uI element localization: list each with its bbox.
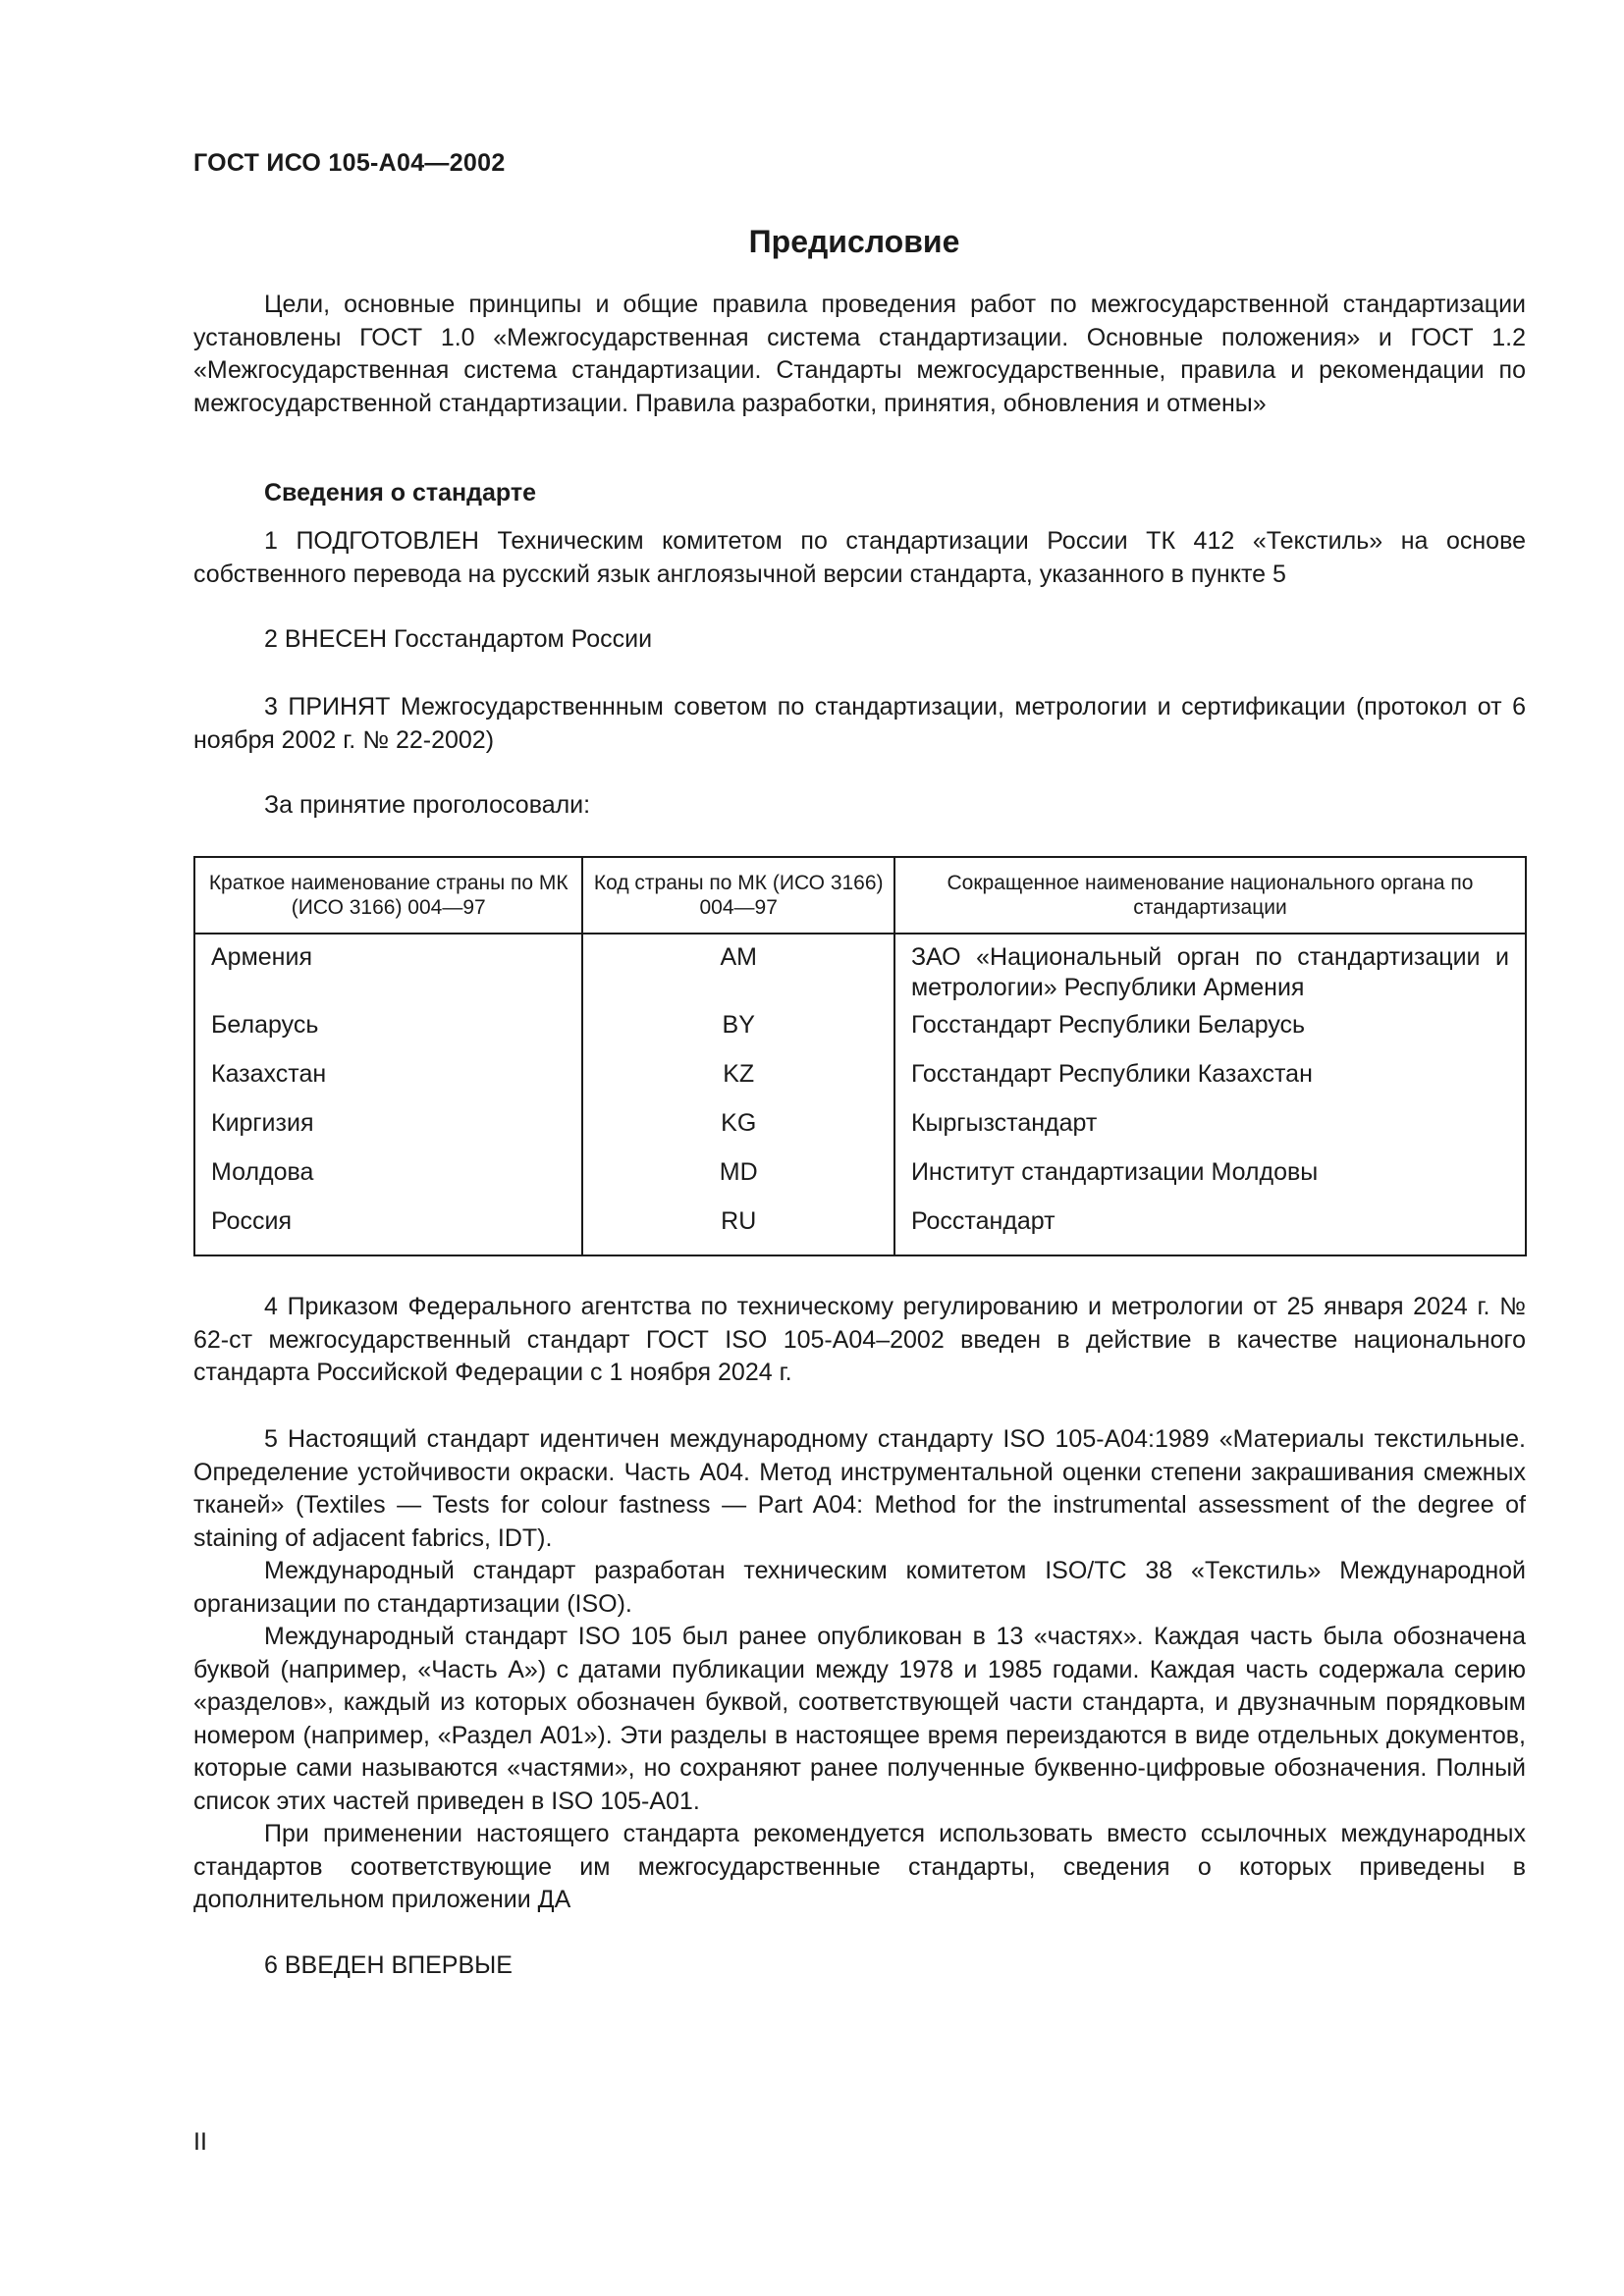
cell-org: Госстандарт Республики Казахстан [894, 1059, 1526, 1108]
header-org: Сокращенное наименование национального органа по стандартизации [894, 857, 1526, 934]
item-1: 1 ПОДГОТОВЛЕН Техническим комитетом по стандартизации России ТК 412 «Текстиль» на основе собственного перевода на русский язык англоязычной версии стандарта, указанного в пункте 5 [193, 527, 1526, 588]
cell-country: Беларусь [194, 1010, 582, 1059]
cell-org: Росстандарт [894, 1206, 1526, 1255]
cell-org: Госстандарт Республики Беларусь [894, 1010, 1526, 1059]
cell-code: MD [582, 1157, 893, 1206]
item-4-block [193, 1291, 1526, 1390]
cell-code: KG [582, 1108, 893, 1157]
item-2: 2 ВНЕСЕН Госстандартом России [264, 625, 653, 653]
info-heading: Сведения о стандарте [264, 479, 537, 507]
table-row [194, 1010, 1526, 1059]
cell-code: KZ [582, 1059, 893, 1108]
table-row [194, 1059, 1526, 1108]
item-4: 4 Приказом Федерального агентства по техническому регулированию и метрологии от 25 января 2024 г. № 62-ст межгосударственный стандарт ГОСТ ISO 105-A04–2002 введен в действие в качестве национального стандарта Российской Федерации с 1 ноября 2024 г. [193, 1293, 1526, 1386]
table-row [194, 1206, 1526, 1255]
cell-org: ЗАО «Национальный орган по стандартизации и метрологии» Республики Армения [894, 934, 1526, 1010]
item-3: 3 ПРИНЯТ Межгосударственнным советом по стандартизации, метрологии и сертификации (протокол от 6 ноября 2002 г. № 22-2002) [193, 693, 1526, 754]
table-header-row [194, 857, 1526, 934]
item-1-block [193, 525, 1526, 591]
cell-country: Казахстан [194, 1059, 582, 1108]
table-row [194, 1108, 1526, 1157]
item-5-paragraph-4: При применении настоящего стандарта рекомендуется использовать вместо ссылочных международных стандартов соответствующие им межгосударственные стандарты, сведения о которых приведены в дополнительном приложении ДА [193, 1820, 1526, 1913]
page-number: II [193, 2128, 207, 2156]
item-5-paragraph-2: Международный стандарт разработан техническим комитетом ISO/TC 38 «Текстиль» Международной организации по стандартизации (ISO). [193, 1557, 1526, 1618]
cell-org: Институт стандартизации Молдовы [894, 1157, 1526, 1206]
cell-country: Киргизия [194, 1108, 582, 1157]
intro-paragraph: Цели, основные принципы и общие правила проведения работ по межгосударственной стандартизации установлены ГОСТ 1.0 «Межгосударственная система стандартизации. Основные положения» и ГОСТ 1.2 «Межгосударственная система стандартизации. Стандарты межгосударственные, правила и рекомендации по межгосударственной стандартизации. Правила разработки, принятия, обновления и отмены» [193, 291, 1526, 417]
document-code-header: ГОСТ ИСО 105-А04—2002 [193, 149, 506, 177]
item-5-paragraph-1: 5 Настоящий стандарт идентичен международному стандарту ISO 105-A04:1989 «Материалы текстильные. Определение устойчивости окраски. Часть А04. Метод инструментальной оценки степени закрашивания смежных тканей» (Textiles — Tests for colour fastness — Part A04: Method for the instrumental assessment of the degree of staining of adjacent fabrics, IDT). [193, 1425, 1526, 1552]
page-title: Предисловие [748, 224, 960, 259]
cell-code: AM [582, 934, 893, 1010]
item-3-block [193, 691, 1526, 757]
header-country: Краткое наименование страны по МК (ИСО 3166) 004—97 [194, 857, 582, 934]
cell-org: Кыргызстандарт [894, 1108, 1526, 1157]
item-5-paragraph-3: Международный стандарт ISO 105 был ранее опубликован в 13 «частях». Каждая часть была обозначена буквой (например, «Часть А») с датами публикации между 1978 и 1985 годами. Каждая часть содержала серию «разделов», каждый из которых обозначен буквой, соответствующей части стандарта, и двузначным порядковым номером (например, «Раздел А01»). Эти разделы в настоящее время переиздаются в виде отдельных документов, которые сами называются «частями», но сохраняют ранее полученные буквенно-цифровые обозначения. Полный список этих частей приведен в ISO 105-A01. [193, 1623, 1526, 1815]
intro-paragraph-block [193, 289, 1526, 420]
item-6: 6 ВВЕДЕН ВПЕРВЫЕ [264, 1951, 513, 1979]
cell-country: Россия [194, 1206, 582, 1255]
voted-label: За принятие проголосовали: [264, 791, 591, 819]
header-code: Код страны по МК (ИСО 3166) 004—97 [582, 857, 893, 934]
table-row [194, 934, 1526, 1010]
voting-table [193, 856, 1527, 1256]
cell-country: Армения [194, 934, 582, 1010]
item-5-block [193, 1423, 1526, 1917]
cell-country: Молдова [194, 1157, 582, 1206]
table-row [194, 1157, 1526, 1206]
cell-code: BY [582, 1010, 893, 1059]
cell-code: RU [582, 1206, 893, 1255]
